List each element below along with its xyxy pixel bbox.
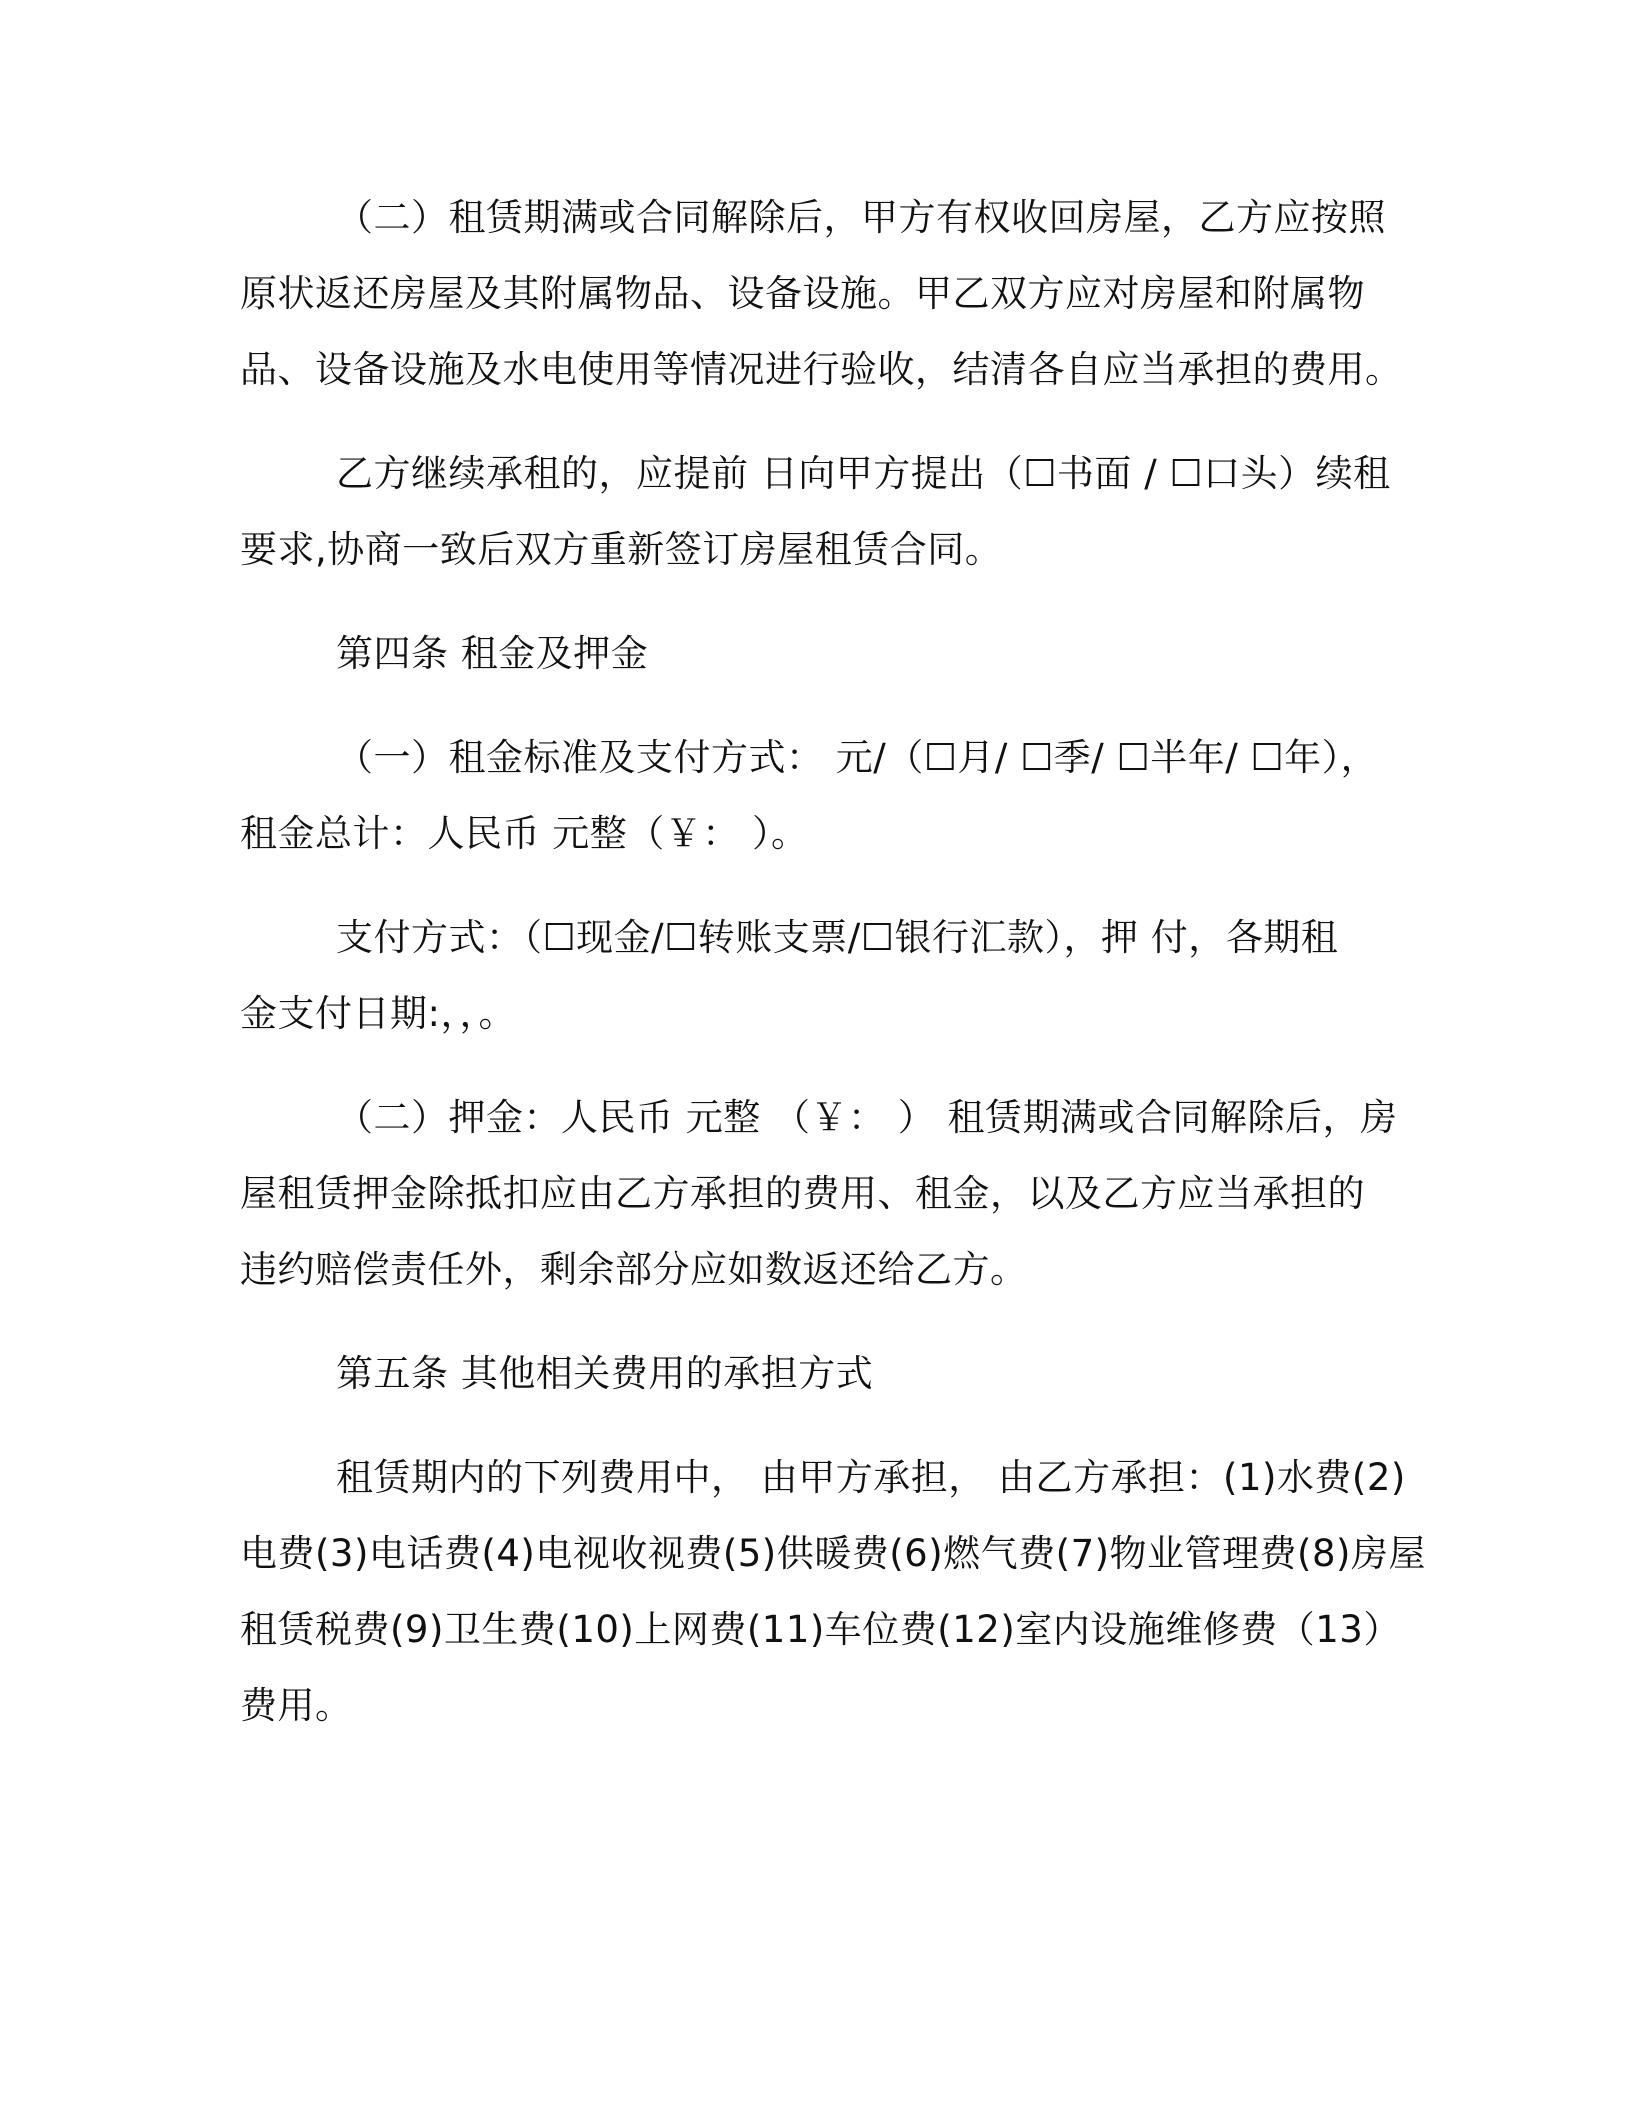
paragraph-line: 租赁税费(9)卫生费(10)上网费(11)车位费(12)室内设施维修费（13） bbox=[240, 1608, 1401, 1651]
article-heading: 第五条 其他相关费用的承担方式 bbox=[336, 1352, 874, 1395]
paragraph-line: 费用。 bbox=[240, 1684, 353, 1727]
paragraph-line: （一）租金标准及支付方式： 元/（☐月/ ☐季/ ☐半年/ ☐年）， bbox=[336, 736, 1379, 779]
paragraph-line: 乙方继续承租的，应提前 日向甲方提出（☐书面 / ☐口头）续租 bbox=[336, 452, 1391, 495]
paragraph-line: 金支付日期:，，。 bbox=[240, 992, 516, 1035]
paragraph-line: 屋租赁押金除抵扣应由乙方承担的费用、租金，以及乙方应当承担的 bbox=[240, 1172, 1365, 1215]
paragraph-line: 支付方式：（☐现金/☐转账支票/☐银行汇款），押 付，各期租 bbox=[336, 916, 1339, 959]
paragraph-line: 品、设备设施及水电使用等情况进行验收，结清各自应当承担的费用。 bbox=[240, 348, 1403, 391]
paragraph-line: 要求,协商一致后双方重新签订房屋租赁合同。 bbox=[240, 528, 1003, 571]
article-heading: 第四条 租金及押金 bbox=[336, 632, 649, 675]
paragraph-line: （二）押金：人民币 元整 （￥： ） 租赁期满或合同解除后，房 bbox=[336, 1096, 1398, 1139]
paragraph-line: 原状返还房屋及其附属物品、设备设施。甲乙双方应对房屋和附属物 bbox=[240, 272, 1365, 315]
paragraph-line: 电费(3)电话费(4)电视收视费(5)供暖费(6)燃气费(7)物业管理费(8)房屋 bbox=[240, 1532, 1426, 1575]
paragraph-line: （二）租赁期满或合同解除后，甲方有权收回房屋，乙方应按照 bbox=[336, 196, 1386, 239]
paragraph-line: 租赁期内的下列费用中， 由甲方承担， 由乙方承担：(1)水费(2) bbox=[336, 1456, 1406, 1499]
paragraph-line: 违约赔偿责任外，剩余部分应如数返还给乙方。 bbox=[240, 1248, 1028, 1291]
paragraph-line: 租金总计：人民币 元整（￥： ）。 bbox=[240, 812, 809, 855]
